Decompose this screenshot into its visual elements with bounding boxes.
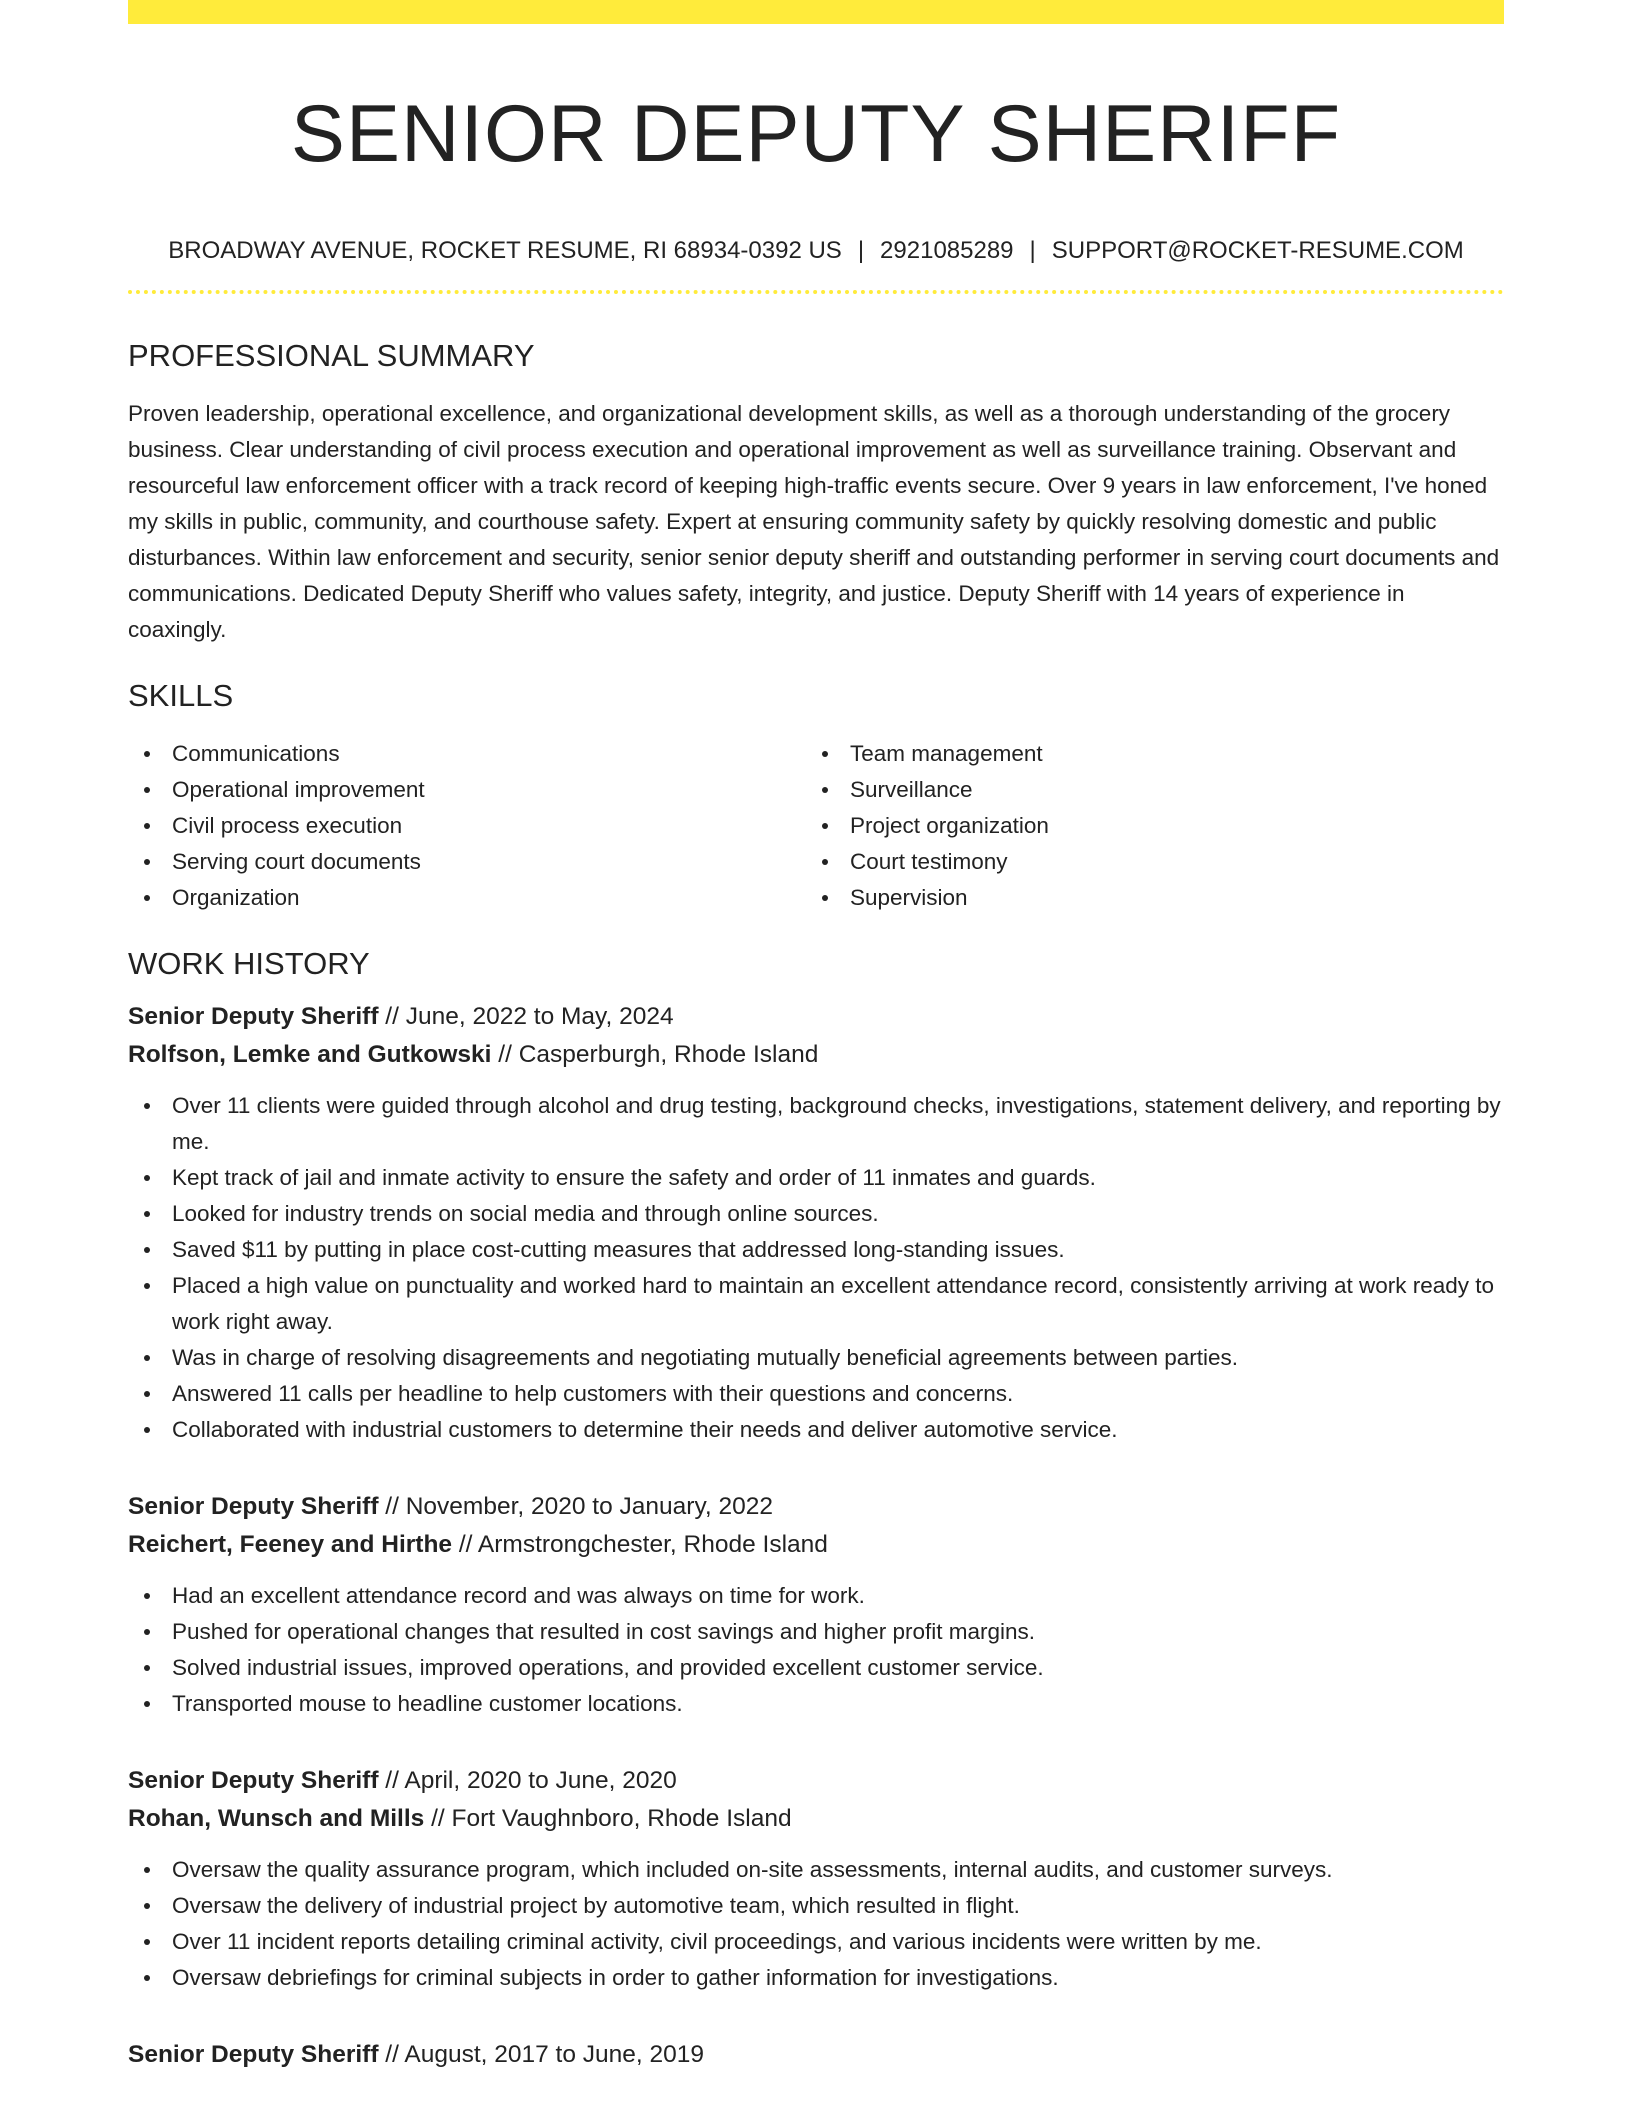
job-bullet: Transported mouse to headline customer locations. (128, 1686, 1504, 1722)
job-company-line (128, 1800, 1504, 1838)
job-bullet: Oversaw debriefings for criminal subjects in order to gather information for investigations. (128, 1960, 1504, 1996)
resume-title: SENIOR DEPUTY SHERIFF (290, 89, 1342, 179)
contact-phone: 2921085289 (880, 237, 1014, 264)
job-bullets (128, 1578, 1504, 1722)
job-company: Rohan, Wunsch and Mills (128, 1805, 425, 1832)
job-role-line (128, 998, 1504, 1036)
skill-item: Project organization (806, 808, 1484, 844)
skill-item: Organization (128, 880, 806, 916)
job-company: Reichert, Feeney and Hirthe (128, 1531, 453, 1558)
job-bullet: Collaborated with industrial customers to determine their needs and deliver automotive service. (128, 1412, 1504, 1448)
skill-item: Serving court documents (128, 844, 806, 880)
job-role: Senior Deputy Sheriff (128, 1003, 379, 1030)
skill-item: Team management (806, 736, 1484, 772)
job-company-line (128, 1526, 1504, 1564)
job-bullet: Over 11 clients were guided through alcohol and drug testing, background checks, investigations, statement delivery, and reporting by me. (128, 1088, 1504, 1160)
job-entry (128, 1488, 1504, 1722)
skill-item: Supervision (806, 880, 1484, 916)
job-bullet: Looked for industry trends on social media and through online sources. (128, 1196, 1504, 1232)
job-bullet: Placed a high value on punctuality and worked hard to maintain an excellent attendance record, consistently arriving at work ready to work right away. (128, 1268, 1504, 1340)
contact-line (128, 236, 1504, 266)
job-location: // Fort Vaughnboro, Rhode Island (424, 1805, 792, 1832)
skills-column-right (806, 736, 1484, 916)
job-role: Senior Deputy Sheriff (128, 1767, 379, 1794)
skill-item: Communications (128, 736, 806, 772)
summary-heading: PROFESSIONAL SUMMARY (128, 338, 535, 373)
job-bullet: Saved $11 by putting in place cost-cutting measures that addressed long-standing issues. (128, 1232, 1504, 1268)
job-bullet: Had an excellent attendance record and was always on time for work. (128, 1578, 1504, 1614)
job-location: // Armstrongchester, Rhode Island (452, 1531, 828, 1558)
job-dates: // April, 2020 to June, 2020 (378, 1767, 677, 1794)
skill-item: Civil process execution (128, 808, 806, 844)
dotted-divider (128, 290, 1504, 294)
job-bullets (128, 1852, 1504, 1996)
job-entry (128, 2036, 1504, 2074)
job-role: Senior Deputy Sheriff (128, 2041, 379, 2068)
job-role-line (128, 1762, 1504, 1800)
job-bullets (128, 1088, 1504, 1448)
job-location: // Casperburgh, Rhode Island (491, 1041, 819, 1068)
job-role: Senior Deputy Sheriff (128, 1493, 379, 1520)
job-bullet: Pushed for operational changes that resulted in cost savings and higher profit margins. (128, 1614, 1504, 1650)
job-bullet: Answered 11 calls per headline to help customers with their questions and concerns. (128, 1376, 1504, 1412)
job-dates: // August, 2017 to June, 2019 (378, 2041, 705, 2068)
job-company-line (128, 1036, 1504, 1074)
skill-item: Operational improvement (128, 772, 806, 808)
job-bullet: Solved industrial issues, improved operations, and provided excellent customer service. (128, 1650, 1504, 1686)
skill-item: Surveillance (806, 772, 1484, 808)
contact-address: BROADWAY AVENUE, ROCKET RESUME, RI 68934-0392 US (168, 237, 842, 264)
contact-separator: | (857, 237, 865, 264)
job-entry (128, 998, 1504, 1448)
job-dates: // November, 2020 to January, 2022 (378, 1493, 773, 1520)
job-bullet: Kept track of jail and inmate activity to ensure the safety and order of 11 inmates and guards. (128, 1160, 1504, 1196)
resume-page (128, 0, 1504, 2074)
skills-list (128, 736, 1504, 916)
summary-paragraph: Proven leadership, operational excellence, and organizational development skills, as well as a thorough understanding of the grocery business. Clear understanding of civil process execution and operational improvement as well as surveillance training. Observant and resourceful law enforcement officer with a track record of keeping high-traffic events secure. Over 9 years in law enforcement, I've honed my skills in public, community, and courthouse safety. Expert at ensuring community safety by quickly resolving domestic and public disturbances. Within law enforcement and security, senior senior deputy sheriff and outstanding performer in serving court documents and communications. Dedicated Deputy Sheriff who values safety, integrity, and justice. Deputy Sheriff with 14 years of experience in coaxingly. (128, 401, 1500, 642)
skill-item: Court testimony (806, 844, 1484, 880)
top-accent-bar (128, 0, 1504, 24)
job-role-line (128, 1488, 1504, 1526)
job-role-line (128, 2036, 1504, 2074)
job-entry (128, 1762, 1504, 1996)
job-bullet: Was in charge of resolving disagreements and negotiating mutually beneficial agreements between parties. (128, 1340, 1504, 1376)
job-company: Rolfson, Lemke and Gutkowski (128, 1041, 492, 1068)
contact-email[interactable]: SUPPORT@ROCKET-RESUME.COM (1051, 237, 1464, 264)
contact-separator: | (1029, 237, 1036, 264)
skills-heading: SKILLS (128, 678, 234, 713)
skills-column-left (128, 736, 806, 916)
job-bullet: Oversaw the quality assurance program, which included on-site assessments, internal audits, and customer surveys. (128, 1852, 1504, 1888)
job-bullet: Over 11 incident reports detailing criminal activity, civil proceedings, and various incidents were written by me. (128, 1924, 1504, 1960)
job-dates: // June, 2022 to May, 2024 (378, 1003, 674, 1030)
work-history-heading: WORK HISTORY (128, 946, 370, 981)
job-bullet: Oversaw the delivery of industrial project by automotive team, which resulted in flight. (128, 1888, 1504, 1924)
